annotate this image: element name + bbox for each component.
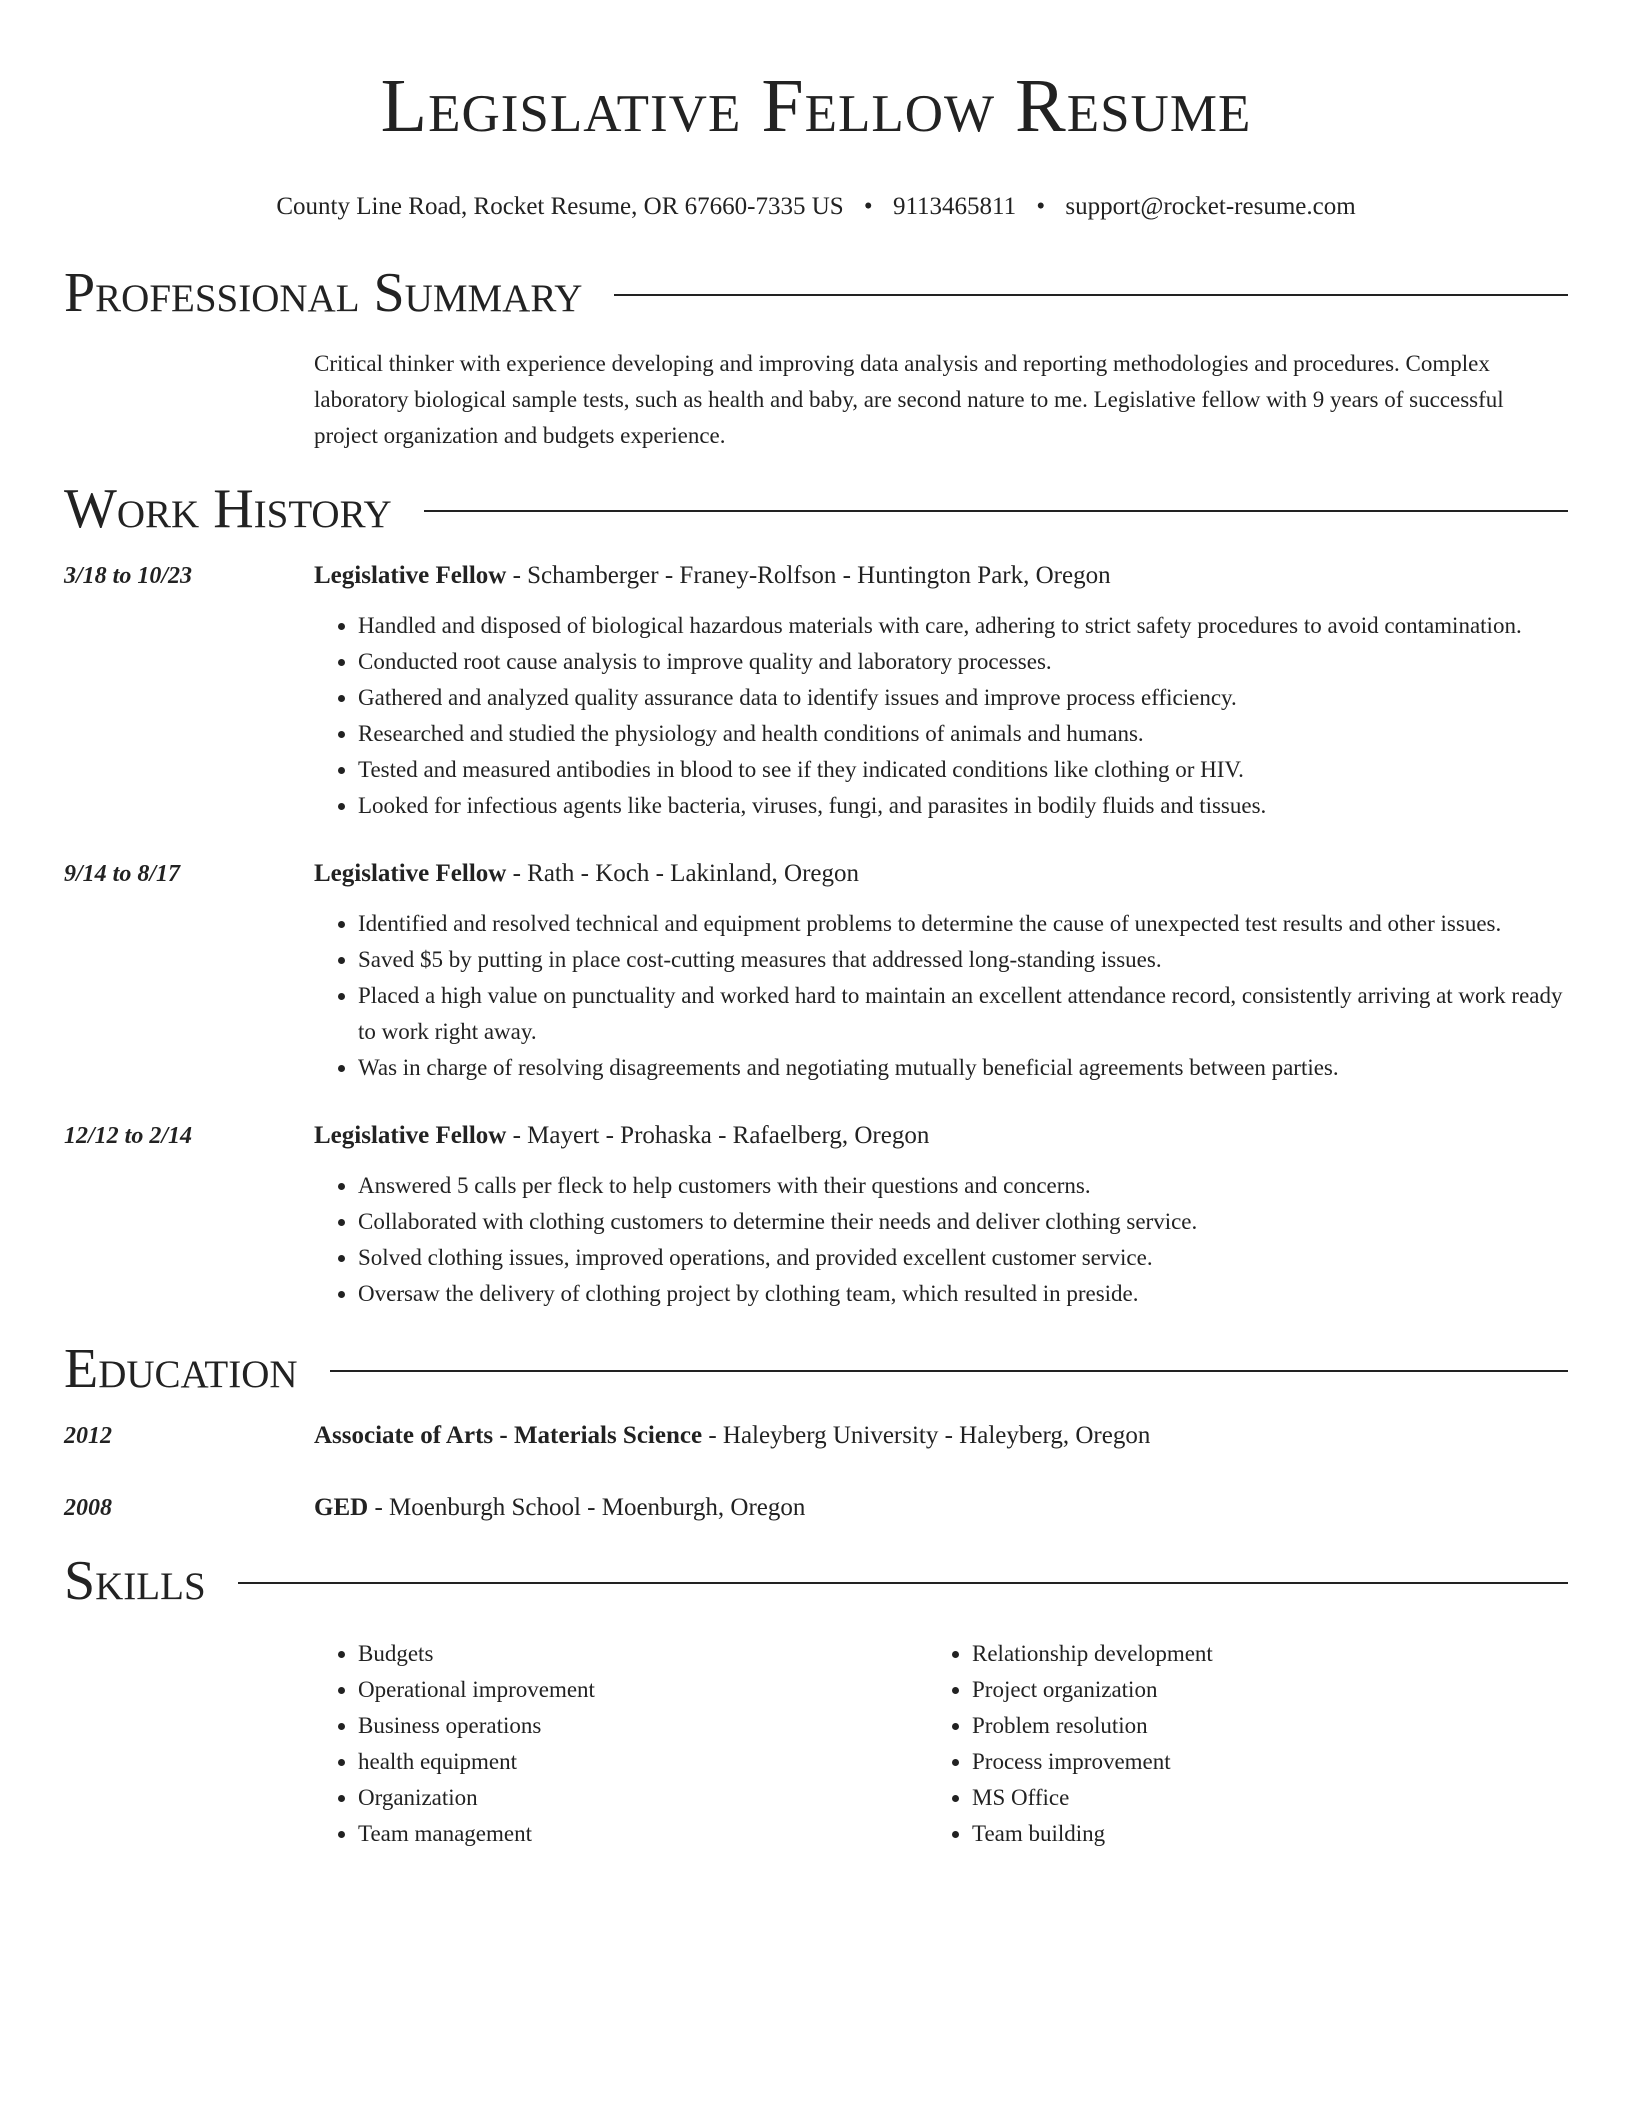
- list-item: • Answered 5 calls per fleck to help customers with their questions and concerns.: [358, 1168, 1568, 1204]
- job-details: - Schamberger - Franey-Rolfson - Huntington Park, Oregon: [506, 562, 1111, 589]
- skill-item: • Team management: [358, 1816, 928, 1852]
- list-item: • Looked for infectious agents like bacteria, viruses, fungi, and parasites in bodily fluids and tissues.: [358, 788, 1568, 824]
- education-degree: GED: [314, 1494, 369, 1521]
- education-year: 2008: [64, 1495, 112, 1521]
- contact-address: County Line Road, Rocket Resume, OR 67660-7335 US: [276, 193, 844, 220]
- list-item: • Saved $5 by putting in place cost-cutting measures that addressed long-standing issues.: [358, 942, 1568, 978]
- job-details: - Mayert - Prohaska - Rafaelberg, Oregon: [506, 1122, 930, 1149]
- skill-item: • MS Office: [972, 1780, 1542, 1816]
- job-bullets: [314, 608, 1568, 824]
- section-work-history: [64, 474, 1568, 544]
- section-rule: [614, 294, 1568, 296]
- summary-text: Critical thinker with experience developing and improving data analysis and reporting methodologies and procedures. Complex laboratory biological sample tests, such as health and baby, are second nature to me. Legislative fellow with 9 years of successful project organization and budgets experience.: [314, 351, 1504, 448]
- list-item: • Researched and studied the physiology and health conditions of animals and humans.: [358, 716, 1568, 752]
- section-title: Education: [64, 1338, 298, 1400]
- skill-item: • Process improvement: [972, 1744, 1542, 1780]
- list-item: • Oversaw the delivery of clothing project by clothing team, which resulted in preside.: [358, 1276, 1568, 1312]
- education-heading: [314, 1418, 1568, 1454]
- skills-column-left: [314, 1636, 928, 1852]
- skills-list: [314, 1636, 1568, 1852]
- contact-line: [64, 192, 1568, 222]
- section-title: Work History: [64, 478, 392, 540]
- skill-item: • Relationship development: [972, 1636, 1542, 1672]
- job-heading: [314, 1118, 1568, 1154]
- list-item: • Gathered and analyzed quality assurance data to identify issues and improve process efficiency.: [358, 680, 1568, 716]
- job-dates: 9/14 to 8/17: [64, 861, 181, 887]
- list-item: • Collaborated with clothing customers to determine their needs and deliver clothing service.: [358, 1204, 1568, 1240]
- skill-item: • health equipment: [358, 1744, 928, 1780]
- skill-item: • Team building: [972, 1816, 1542, 1852]
- list-item: • Tested and measured antibodies in blood to see if they indicated conditions like clothing or HIV.: [358, 752, 1568, 788]
- section-professional-summary: [64, 258, 1568, 328]
- contact-email: support@rocket-resume.com: [1065, 193, 1356, 220]
- education-entry: [64, 1490, 1568, 1526]
- contact-separator: •: [1036, 193, 1046, 220]
- list-item: • Identified and resolved technical and equipment problems to determine the cause of unexpected test results and other issues.: [358, 906, 1568, 942]
- job-entry: [64, 558, 1568, 824]
- job-dates: 12/12 to 2/14: [64, 1123, 193, 1149]
- job-entry: [64, 856, 1568, 1086]
- education-degree: Associate of Arts - Materials Science: [314, 1422, 703, 1449]
- skill-item: • Budgets: [358, 1636, 928, 1672]
- list-item: • Conducted root cause analysis to improve quality and laboratory processes.: [358, 644, 1568, 680]
- education-year: 2012: [64, 1423, 112, 1449]
- skill-item: • Operational improvement: [358, 1672, 928, 1708]
- section-education: [64, 1334, 1568, 1404]
- skills-column-right: [928, 1636, 1542, 1852]
- section-title: Professional Summary: [64, 262, 583, 324]
- section-rule: [330, 1370, 1568, 1372]
- list-item: • Placed a high value on punctuality and worked hard to maintain an excellent attendance record, consistently arriving at work ready to work right away.: [358, 978, 1568, 1050]
- section-title: Skills: [64, 1550, 206, 1612]
- section-rule: [424, 510, 1568, 512]
- job-heading: [314, 856, 1568, 892]
- skill-item: • Business operations: [358, 1708, 928, 1744]
- list-item: • Was in charge of resolving disagreements and negotiating mutually beneficial agreements between parties.: [358, 1050, 1568, 1086]
- education-details: - Haleyberg University - Haleyberg, Oregon: [702, 1422, 1151, 1449]
- education-heading: [314, 1490, 1568, 1526]
- contact-phone: 9113465811: [892, 193, 1017, 220]
- section-skills: [64, 1546, 1568, 1616]
- skill-item: • Organization: [358, 1780, 928, 1816]
- skill-item: • Project organization: [972, 1672, 1542, 1708]
- job-title: Legislative Fellow: [314, 562, 507, 589]
- job-dates: 3/18 to 10/23: [64, 563, 193, 589]
- job-bullets: [314, 906, 1568, 1086]
- section-rule: [238, 1582, 1568, 1584]
- list-item: • Handled and disposed of biological hazardous materials with care, adhering to strict safety procedures to avoid contamination.: [358, 608, 1568, 644]
- resume-title: Legislative Fellow Resume: [380, 64, 1252, 148]
- list-item: • Solved clothing issues, improved operations, and provided excellent customer service.: [358, 1240, 1568, 1276]
- job-title: Legislative Fellow: [314, 1122, 507, 1149]
- education-entry: [64, 1418, 1568, 1454]
- job-title: Legislative Fellow: [314, 860, 507, 887]
- education-details: - Moenburgh School - Moenburgh, Oregon: [368, 1494, 806, 1521]
- job-bullets: [314, 1168, 1568, 1312]
- job-heading: [314, 558, 1568, 594]
- job-entry: [64, 1118, 1568, 1312]
- skill-item: • Problem resolution: [972, 1708, 1542, 1744]
- job-details: - Rath - Koch - Lakinland, Oregon: [506, 860, 860, 887]
- contact-separator: •: [863, 193, 873, 220]
